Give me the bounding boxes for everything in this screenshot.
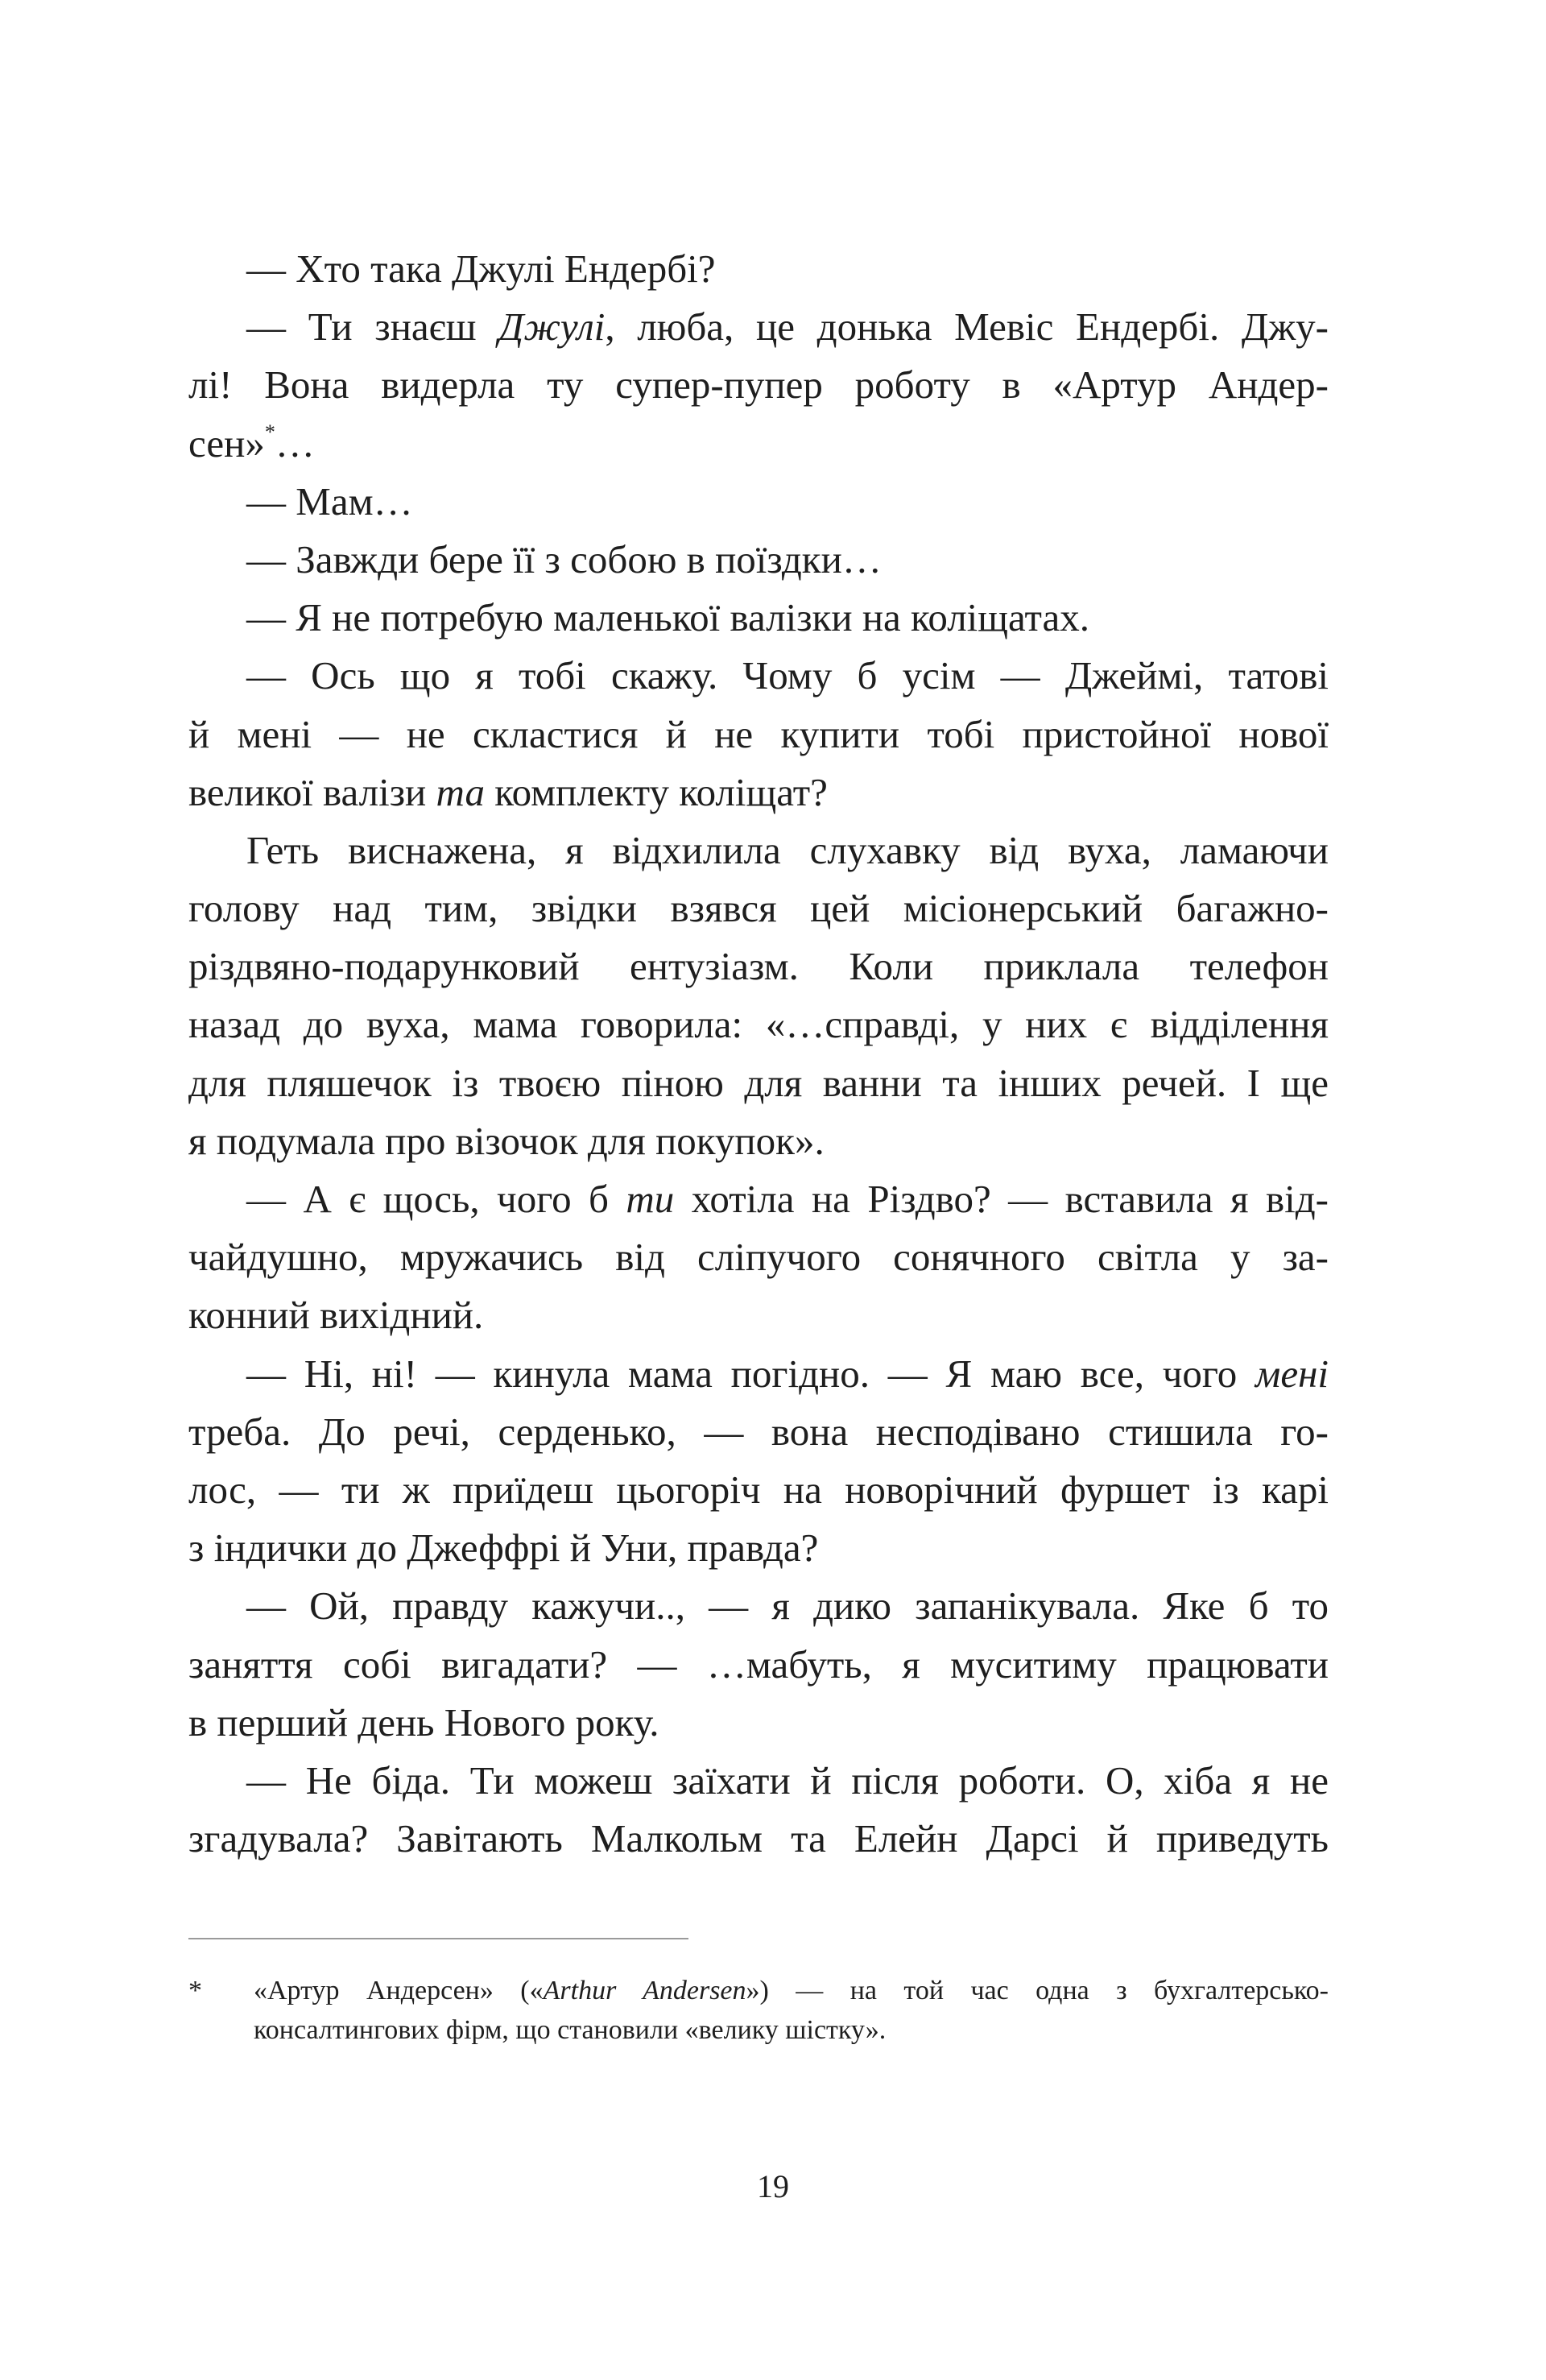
text-segment: — А є щось, чого б bbox=[246, 1177, 626, 1221]
footnote-text bbox=[254, 1971, 1329, 2050]
text-segment: — Ось що я тобі скажу. Чому б усім — Джеймі, татові bbox=[246, 653, 1329, 698]
italic-text: Джулі bbox=[498, 304, 606, 350]
text-line bbox=[188, 1519, 1329, 1577]
text-segment: треба. До речі, серденько, — вона несподівано стишила го- bbox=[188, 1409, 1329, 1454]
text-line bbox=[188, 589, 1329, 647]
text-segment: ») — на той час одна з бухгалтерсько- bbox=[746, 1976, 1329, 2005]
text-line bbox=[188, 1286, 1329, 1344]
text-line bbox=[188, 531, 1329, 589]
text-segment: згадувала? Завітають Малкольм та Елейн Дарсі й приведуть bbox=[188, 1816, 1329, 1861]
text-segment: для пляшечок із твоєю піною для ванни та інших речей. І ще bbox=[188, 1060, 1329, 1105]
text-segment: в перший день Нового року. bbox=[188, 1699, 659, 1745]
text-segment: , люба, це донька Мевіс Ендербі. Джу- bbox=[605, 304, 1329, 350]
footnote bbox=[188, 1971, 1329, 2050]
text-line bbox=[188, 938, 1329, 995]
text-segment: заняття собі вигадати? — …мабуть, я муситиму працювати bbox=[188, 1641, 1329, 1687]
text-segment: конний вихідний. bbox=[188, 1293, 484, 1338]
text-line bbox=[254, 1971, 1329, 2010]
text-line bbox=[188, 764, 1329, 822]
text-line bbox=[188, 356, 1329, 414]
text-line bbox=[188, 647, 1329, 705]
text-line bbox=[188, 1636, 1329, 1694]
text-line bbox=[188, 298, 1329, 356]
text-segment: — Я не потребую маленької валізки на коліщатах. bbox=[246, 595, 1090, 640]
text-line bbox=[188, 822, 1329, 880]
text-segment: назад до вуха, мама говорила: «…справді, у них є відділення bbox=[188, 1002, 1329, 1047]
text-segment: я подумала про візочок для покупок». bbox=[188, 1118, 825, 1163]
text-line bbox=[188, 1694, 1329, 1752]
text-line bbox=[188, 880, 1329, 938]
text-line bbox=[188, 1577, 1329, 1635]
text-line bbox=[188, 1170, 1329, 1228]
text-segment: комплекту коліщат? bbox=[485, 769, 828, 814]
text-segment: консалтингових фірм, що становили «велику шістку». bbox=[254, 2015, 887, 2045]
text-line bbox=[188, 1461, 1329, 1519]
text-segment: — Завжди бере її з собою в поїздки… bbox=[246, 536, 882, 582]
text-segment: «Артур Андерсен» (« bbox=[254, 1976, 544, 2005]
text-segment: з індички до Джеффрі й Уни, правда? bbox=[188, 1525, 819, 1571]
text-segment: — Хто така Джулі Ендербі? bbox=[246, 246, 716, 291]
body-text bbox=[188, 240, 1329, 1868]
text-segment: — Ой, правду кажучи.., — я дико запанікувала. Яке б то bbox=[246, 1583, 1329, 1629]
text-segment: хотіла на Різдво? — вставила я від- bbox=[674, 1177, 1329, 1221]
text-line bbox=[188, 1810, 1329, 1868]
text-segment: сен» bbox=[188, 420, 265, 466]
footnote-reference[interactable]: * bbox=[264, 420, 275, 444]
italic-text: Arthur Andersen bbox=[543, 1976, 746, 2005]
footnote-divider bbox=[188, 1938, 688, 1939]
text-line bbox=[188, 1403, 1329, 1461]
text-segment: різдвяно-подарунковий ентузіазм. Коли приклала телефон bbox=[188, 944, 1329, 989]
text-line bbox=[188, 473, 1329, 531]
text-line bbox=[188, 706, 1329, 764]
text-segment: — Ти знаєш bbox=[246, 304, 499, 350]
text-line bbox=[188, 240, 1329, 298]
text-segment: лі! Вона видерла ту супер-пупер роботу в «Артур Андер- bbox=[188, 362, 1329, 408]
text-line bbox=[188, 1752, 1329, 1810]
italic-text: ти bbox=[626, 1177, 675, 1221]
page-number: 19 bbox=[757, 2168, 789, 2204]
text-line bbox=[254, 2010, 1329, 2050]
text-segment: — Мам… bbox=[246, 478, 413, 524]
text-segment: Геть виснажена, я відхилила слухавку від вуха, ламаючи bbox=[246, 827, 1329, 872]
text-line bbox=[188, 1345, 1329, 1403]
text-segment: великої валізи bbox=[188, 769, 436, 814]
text-line bbox=[188, 995, 1329, 1053]
text-line bbox=[188, 1054, 1329, 1112]
text-line bbox=[188, 1112, 1329, 1170]
text-segment: лос, — ти ж приїдеш цьогоріч на новорічний фуршет із карі bbox=[188, 1467, 1329, 1512]
italic-text: мені bbox=[1255, 1351, 1329, 1396]
text-segment: чайдушно, мружачись від сліпучого сонячного світла у за- bbox=[188, 1235, 1329, 1280]
text-segment: — Ні, ні! — кинула мама погідно. — Я маю все, чого bbox=[246, 1351, 1256, 1396]
footnote-mark: * bbox=[188, 1976, 202, 2005]
text-line bbox=[188, 415, 1329, 473]
text-segment: — Не біда. Ти можеш заїхати й після роботи. О, хіба я не bbox=[246, 1757, 1329, 1803]
text-line bbox=[188, 1228, 1329, 1286]
text-segment: голову над тим, звідки взявся цей місіонерський багажно- bbox=[188, 886, 1329, 931]
text-segment: й мені — не скластися й не купити тобі пристойної нової bbox=[188, 711, 1329, 756]
text-segment: … bbox=[275, 420, 315, 466]
italic-text: та bbox=[436, 769, 486, 814]
